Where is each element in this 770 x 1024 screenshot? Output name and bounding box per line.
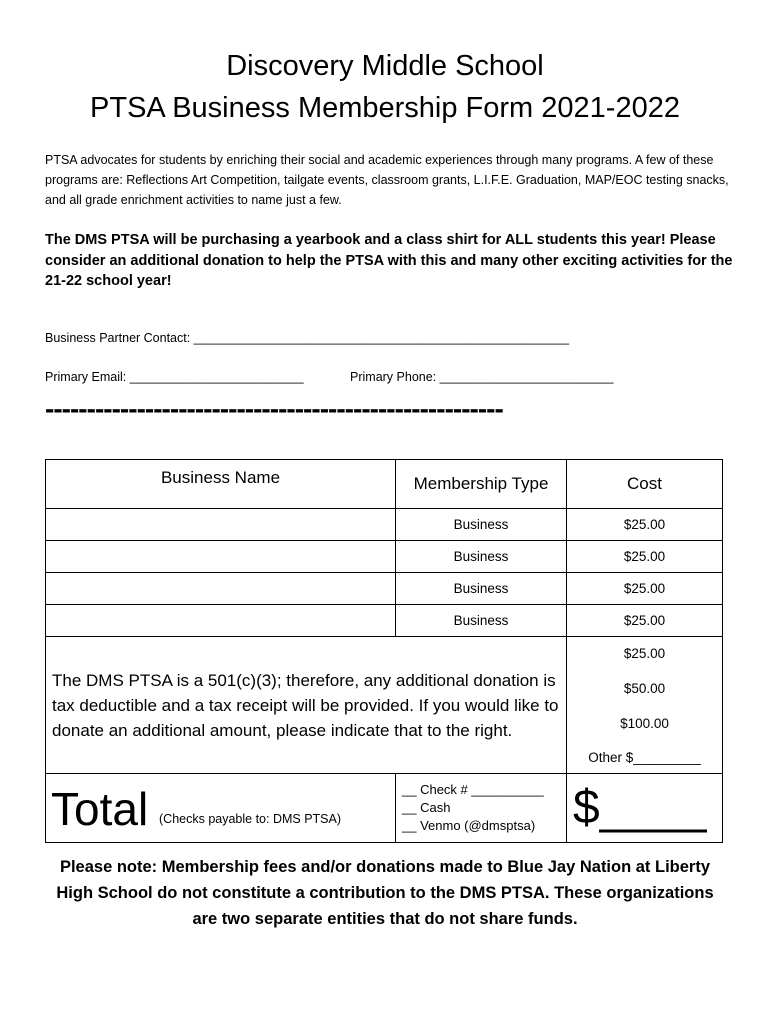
donation-row: [46, 637, 723, 774]
membership-type-cell: Business: [396, 573, 567, 605]
donation-option-25[interactable]: $25.00: [623, 646, 666, 661]
business-partner-contact-field[interactable]: Business Partner Contact: ______________________________________________________: [45, 331, 570, 345]
donation-option-50[interactable]: $50.00: [623, 681, 666, 696]
yearbook-note: The DMS PTSA will be purchasing a yearbook and a class shirt for ALL students this year! Please consider an additional donation to help the PTSA with this and many other exciting activities for the 21-22 school year!: [45, 232, 733, 289]
total-row: [46, 774, 723, 843]
header-business-name: Business Name: [46, 460, 396, 509]
cost-cell: $25.00: [567, 541, 723, 573]
total-label: Total: [51, 783, 149, 835]
total-amount-field[interactable]: $____: [567, 774, 723, 843]
cost-cell: $25.00: [567, 605, 723, 637]
payment-venmo-option[interactable]: __ Venmo (@dmsptsa): [402, 818, 536, 833]
payment-check-option[interactable]: __ Check # __________: [402, 782, 544, 797]
total-label-cell: [46, 774, 396, 843]
checks-payable-note: (Checks payable to: DMS PTSA): [159, 812, 342, 826]
cut-line-separator: -------------------------------------------------------: [45, 400, 503, 418]
separate-entities-note: Please note: Membership fees and/or donations made to Blue Jay Nation at Liberty High School do not constitute a contribution to the DMS PTSA. These organizations are two separate entities that do not share funds.: [56, 858, 714, 928]
table-row: [46, 509, 723, 541]
payment-cash-option[interactable]: __ Cash: [402, 800, 451, 815]
membership-table: [45, 459, 723, 843]
table-header-row: [46, 460, 723, 509]
business-name-cell[interactable]: [46, 509, 396, 541]
membership-type-cell: Business: [396, 541, 567, 573]
form-title: PTSA Business Membership Form 2021-2022: [90, 92, 680, 124]
donation-amounts-cell: [567, 637, 723, 774]
header-cost: Cost: [567, 460, 723, 509]
business-name-cell[interactable]: [46, 573, 396, 605]
table-row: [46, 605, 723, 637]
business-name-cell[interactable]: [46, 541, 396, 573]
business-name-cell[interactable]: [46, 605, 396, 637]
cost-cell: $25.00: [567, 573, 723, 605]
primary-phone-field[interactable]: Primary Phone: _________________________: [350, 370, 614, 384]
school-title: Discovery Middle School: [226, 50, 544, 82]
donation-amounts: [567, 637, 722, 773]
table-row: [46, 573, 723, 605]
donation-option-100[interactable]: $100.00: [620, 716, 669, 731]
donation-text: The DMS PTSA is a 501(c)(3); therefore, any additional donation is tax deductible and a tax receipt will be provided. If you would like to donate an additional amount, please indicate that to the right.: [52, 670, 559, 740]
intro-paragraph: PTSA advocates for students by enriching their social and academic experiences through many programs. A few of these programs are: Reflections Art Competition, tailgate events, classroom grants, L.I.F.E. Graduation, MAP/EOC testing snacks, and all grade enrichment activities to name just a few.: [45, 153, 729, 207]
payment-methods-cell: [396, 774, 567, 843]
cost-cell: $25.00: [567, 509, 723, 541]
table-row: [46, 541, 723, 573]
donation-explanation: [46, 637, 567, 774]
membership-type-cell: Business: [396, 605, 567, 637]
header-membership-type: Membership Type: [396, 460, 567, 509]
membership-type-cell: Business: [396, 509, 567, 541]
primary-email-field[interactable]: Primary Email: _________________________: [45, 370, 304, 384]
donation-option-other[interactable]: Other $_________: [588, 750, 701, 765]
